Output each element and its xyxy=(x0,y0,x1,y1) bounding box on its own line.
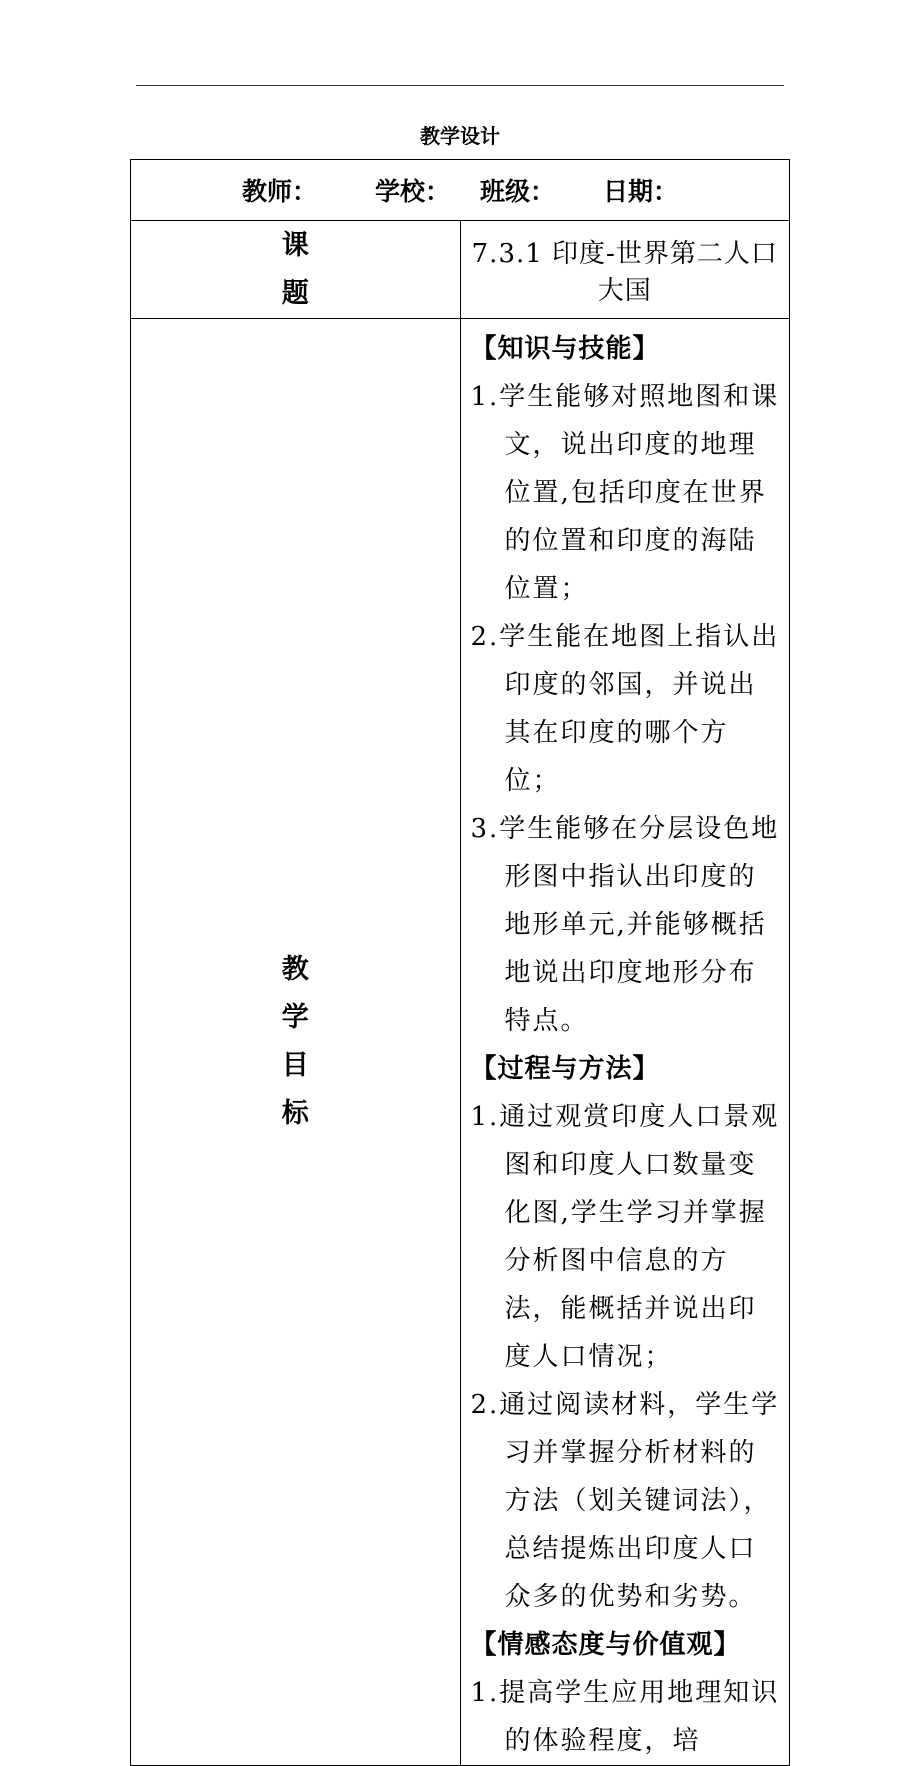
objectives-label-char: 标 xyxy=(281,1098,309,1129)
objective-item: 3.学生能够在分层设色地形图中指认出印度的地形单元,并能够概括地说出印度地形分布特点。 xyxy=(470,814,780,1036)
date-field: 日期： xyxy=(603,177,679,206)
header-fields-cell xyxy=(131,160,790,221)
objective-item: 1.学生能够对照地图和课文，说出印度的地理位置,包括印度在世界的位置和印度的海陆位置； xyxy=(470,382,780,604)
school-field: 学校： xyxy=(374,177,450,206)
topic-label-char: 题 xyxy=(281,277,309,309)
teacher-field: 教师： xyxy=(241,177,317,206)
objectives-row xyxy=(131,319,790,1766)
topic-label xyxy=(131,221,461,319)
header-rule xyxy=(136,85,784,86)
document-title: 教学设计 xyxy=(420,124,500,148)
objectives-content xyxy=(460,319,790,1766)
objective-item: 2.学生能在地图上指认出印度的邻国，并说出其在印度的哪个方位； xyxy=(470,622,780,796)
objective-item: 1.通过观赏印度人口景观图和印度人口数量变化图,学生学习并掌握分析图中信息的方法，能概括并说出印度人口情况； xyxy=(470,1102,780,1372)
objectives-label-char: 学 xyxy=(281,1002,309,1033)
objectives-label-char: 教 xyxy=(281,954,309,985)
objective-item: 2.通过阅读材料，学生学习并掌握分析材料的方法（划关键词法），总结提炼出印度人口众多的优势和劣势。 xyxy=(470,1390,780,1612)
topic-value: 7.3.1 印度-世界第二人口大国 xyxy=(460,221,790,319)
objective-section-heading: 【情感态度与价值观】 xyxy=(470,1630,741,1660)
header-row xyxy=(131,160,790,221)
class-field: 班级： xyxy=(480,177,556,206)
objective-section-heading: 【知识与技能】 xyxy=(470,334,660,364)
objectives-label-char: 目 xyxy=(281,1050,309,1081)
topic-row xyxy=(131,221,790,319)
topic-label-char: 课 xyxy=(281,229,309,261)
objectives-label xyxy=(131,319,461,1766)
topic-label-text xyxy=(131,222,460,318)
objective-section-heading: 【过程与方法】 xyxy=(470,1054,660,1084)
lesson-plan-table xyxy=(130,159,790,1766)
objective-item: 1.提高学生应用地理知识的体验程度，培 xyxy=(470,1678,780,1756)
objectives-label-text xyxy=(131,946,460,1138)
